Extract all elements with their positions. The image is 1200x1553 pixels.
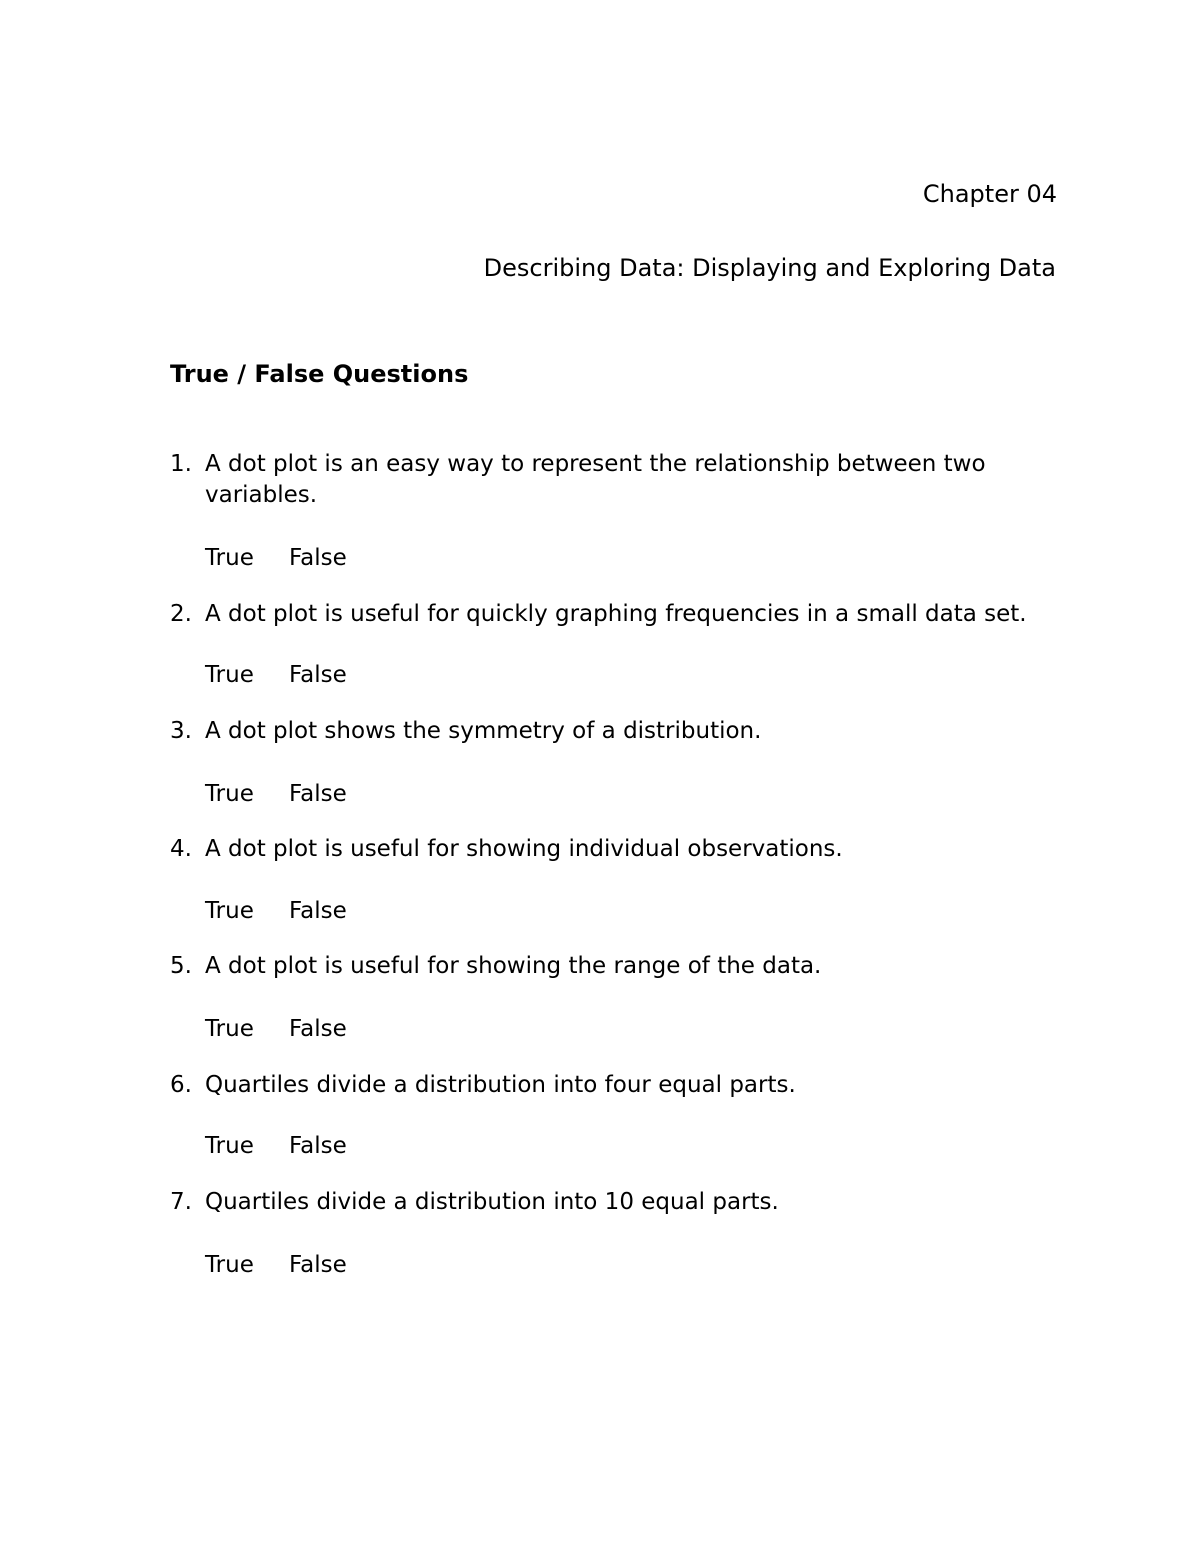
option-true: True (205, 545, 254, 571)
question-number: 5. (170, 953, 192, 979)
question-2 (170, 599, 1050, 630)
question-text: Quartiles divide a distribution into four equal parts. (205, 1072, 796, 1098)
answer-options-2 (205, 660, 347, 691)
option-true: True (205, 1016, 254, 1042)
answer-options-6 (205, 1131, 347, 1162)
question-text: A dot plot is an easy way to represent the relationship between two variables. (205, 451, 986, 508)
option-true: True (205, 662, 254, 688)
answer-options-3 (205, 779, 347, 810)
question-1 (170, 449, 1050, 511)
question-number: 4. (170, 836, 192, 862)
question-number: 7. (170, 1189, 192, 1215)
question-number: 3. (170, 718, 192, 744)
option-false: False (289, 1016, 347, 1042)
option-false: False (289, 1133, 347, 1159)
answer-options-4 (205, 896, 347, 927)
answer-options-7 (205, 1250, 347, 1281)
question-6 (170, 1070, 1050, 1101)
option-false: False (289, 662, 347, 688)
answer-options-1 (205, 543, 347, 574)
option-false: False (289, 545, 347, 571)
section-heading: True / False Questions (170, 360, 469, 388)
option-false: False (289, 898, 347, 924)
question-3 (170, 716, 1050, 747)
question-number: 6. (170, 1072, 192, 1098)
question-text: Quartiles divide a distribution into 10 equal parts. (205, 1189, 779, 1215)
option-true: True (205, 1133, 254, 1159)
option-true: True (205, 1252, 254, 1278)
chapter-title: Describing Data: Displaying and Exploring Data (483, 254, 1056, 282)
question-7 (170, 1187, 1050, 1218)
option-true: True (205, 898, 254, 924)
question-4 (170, 834, 1050, 865)
question-number: 2. (170, 601, 192, 627)
option-false: False (289, 1252, 347, 1278)
question-text: A dot plot is useful for quickly graphing frequencies in a small data set. (205, 601, 1027, 627)
question-text: A dot plot is useful for showing the range of the data. (205, 953, 822, 979)
chapter-label: Chapter 04 (922, 180, 1057, 208)
option-false: False (289, 781, 347, 807)
question-5 (170, 951, 1050, 982)
question-text: A dot plot shows the symmetry of a distribution. (205, 718, 762, 744)
question-number: 1. (170, 451, 192, 477)
question-text: A dot plot is useful for showing individual observations. (205, 836, 843, 862)
answer-options-5 (205, 1014, 347, 1045)
option-true: True (205, 781, 254, 807)
